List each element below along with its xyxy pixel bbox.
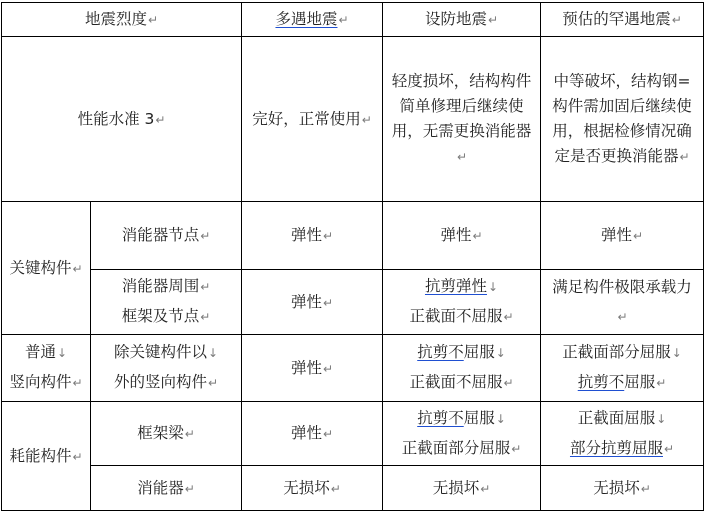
normal-label bbox=[2, 335, 91, 402]
energy-damper-rare bbox=[541, 466, 704, 511]
para-mark: ↵ bbox=[338, 13, 349, 27]
energy-beam-label bbox=[91, 402, 242, 466]
line-break-mark: ↓ bbox=[207, 346, 219, 360]
normal-fortify-l2-text: 正截面不屈服 bbox=[409, 373, 503, 391]
line-break-mark: ↓ bbox=[656, 411, 667, 426]
level-fortify bbox=[383, 37, 541, 202]
para-mark: ↵ bbox=[663, 441, 675, 456]
key-frame-row bbox=[2, 270, 704, 335]
normal-rare-line1 bbox=[541, 338, 703, 368]
normal-rare-line2 bbox=[541, 368, 703, 398]
key-node-rare-text: 弹性 bbox=[600, 226, 632, 244]
energy-beam-fortify-line2 bbox=[383, 434, 540, 464]
key-frame-label-l1-text: 消能器周围 bbox=[121, 277, 200, 295]
para-mark: ↵ bbox=[472, 229, 483, 243]
para-mark: ↵ bbox=[656, 376, 667, 390]
para-mark: ↵ bbox=[200, 310, 211, 324]
normal-fortify-line1 bbox=[383, 338, 540, 368]
para-mark: ↵ bbox=[322, 361, 334, 376]
normal-sub-line2 bbox=[91, 368, 241, 398]
energy-beam-frequent bbox=[242, 402, 383, 466]
para-mark: ↵ bbox=[361, 112, 372, 127]
energy-damper-frequent-text: 无损坏 bbox=[283, 478, 330, 497]
energy-damper-label bbox=[91, 466, 242, 511]
para-mark: ↵ bbox=[72, 449, 83, 464]
normal-fortify-l1-u-text: 抗剪不 bbox=[417, 343, 464, 361]
para-mark: ↵ bbox=[207, 376, 219, 390]
line-break-mark: ↓ bbox=[495, 346, 506, 360]
para-mark: ↵ bbox=[511, 441, 522, 456]
normal-label-l2-text: 竖向构件 bbox=[9, 373, 72, 391]
energy-beam-label-text: 框架梁 bbox=[137, 424, 184, 442]
header-frequent-text: 多遇地震 bbox=[275, 10, 338, 28]
key-frame-rare bbox=[541, 270, 704, 335]
para-mark: ↵ bbox=[200, 229, 211, 243]
energy-beam-fortify bbox=[383, 402, 541, 466]
header-rare-text: 预估的罕遇地震 bbox=[562, 10, 671, 28]
energy-beam-rare-line1 bbox=[541, 404, 703, 434]
key-label bbox=[2, 202, 91, 335]
energy-damper-label-text: 消能器 bbox=[137, 478, 184, 497]
normal-fortify-line2 bbox=[383, 368, 540, 398]
energy-beam-fortify-line1 bbox=[383, 404, 540, 434]
para-mark: ↵ bbox=[671, 13, 682, 27]
para-mark: ↵ bbox=[184, 481, 195, 496]
energy-damper-fortify-text: 无损坏 bbox=[432, 478, 480, 497]
energy-beam-rare-line2 bbox=[541, 434, 703, 464]
para-mark: ↵ bbox=[487, 13, 499, 27]
key-frame-label-line1 bbox=[91, 272, 241, 302]
normal-frequent-text: 弹性 bbox=[290, 358, 322, 377]
key-node-label-text: 消能器节点 bbox=[121, 226, 200, 244]
key-node-fortify-text: 弹性 bbox=[440, 226, 472, 244]
energy-beam-frequent-text: 弹性 bbox=[290, 424, 322, 442]
level-rare-text: 中等破坏，结构钢=构件需加固后继续使用，根据检修情况确定是否更换消能器 bbox=[552, 71, 692, 165]
header-fortify-text: 设防地震 bbox=[424, 10, 487, 28]
key-frame-fortify-l1-text: 抗剪弹性 bbox=[424, 277, 487, 295]
normal-rare-l2-rest-text: 屈服 bbox=[624, 373, 656, 391]
key-frame-rare-text: 满足构件极限承载力 bbox=[552, 277, 692, 296]
energy-beam-row bbox=[2, 402, 704, 466]
normal-sub-l1-text: 除关键构件以 bbox=[113, 343, 207, 361]
energy-damper-row bbox=[2, 466, 704, 511]
energy-beam-fortify-l2-text: 正截面部分屈服 bbox=[401, 438, 511, 457]
para-mark: ↵ bbox=[200, 280, 211, 294]
header-intensity bbox=[2, 3, 242, 37]
para-mark: ↵ bbox=[503, 376, 514, 390]
normal-frequent bbox=[242, 335, 383, 402]
energy-damper-rare-text: 无损坏 bbox=[593, 478, 640, 497]
level-row bbox=[2, 37, 704, 202]
energy-damper-frequent bbox=[242, 466, 383, 511]
header-row bbox=[2, 3, 704, 37]
key-frame-frequent-text: 弹性 bbox=[290, 292, 322, 311]
normal-label-line2 bbox=[2, 368, 90, 398]
level-frequent-text: 完好，正常使用 bbox=[252, 109, 361, 128]
normal-rare-l1-text: 正截面部分屈服 bbox=[562, 343, 671, 361]
para-mark: ↵ bbox=[679, 149, 690, 164]
normal-label-line1 bbox=[2, 338, 90, 368]
header-rare bbox=[541, 3, 704, 37]
para-mark: ↵ bbox=[72, 376, 83, 390]
normal-sub-l2-text: 外的竖向构件 bbox=[113, 373, 207, 391]
level-rare bbox=[541, 37, 704, 202]
normal-fortify-l1-rest-text: 屈服 bbox=[463, 343, 495, 361]
level-label-text: 性能水准 3 bbox=[77, 109, 155, 128]
level-label bbox=[2, 37, 242, 202]
key-node-frequent bbox=[242, 202, 383, 270]
para-mark: ↵ bbox=[322, 295, 334, 310]
key-frame-label bbox=[91, 270, 242, 335]
energy-beam-rare bbox=[541, 402, 704, 466]
para-mark: ↵ bbox=[456, 149, 468, 164]
performance-table bbox=[1, 2, 704, 511]
para-mark: ↵ bbox=[184, 427, 195, 441]
normal-label-l1-text: 普通 bbox=[24, 343, 56, 361]
level-fortify-text: 轻度损坏，结构构件简单修理后继续使用，无需更换消能器 bbox=[391, 71, 532, 140]
para-mark: ↵ bbox=[617, 309, 628, 324]
energy-beam-rare-l2-u-text: 部分抗剪屈服 bbox=[569, 438, 663, 457]
key-frame-label-line2 bbox=[91, 302, 241, 332]
energy-beam-fortify-l1-u-text: 抗剪不 bbox=[417, 408, 464, 427]
energy-label bbox=[2, 402, 91, 511]
key-frame-fortify-l2-text: 正截面不屈服 bbox=[409, 307, 503, 325]
line-break-mark: ↓ bbox=[56, 346, 68, 360]
key-frame-label-l2-text: 框架及节点 bbox=[121, 307, 200, 325]
key-node-frequent-text: 弹性 bbox=[290, 226, 322, 244]
key-node-rare bbox=[541, 202, 704, 270]
header-intensity-text: 地震烈度 bbox=[84, 10, 147, 28]
key-node-label bbox=[91, 202, 242, 270]
para-mark: ↵ bbox=[155, 112, 166, 127]
key-node-fortify bbox=[383, 202, 541, 270]
para-mark: ↵ bbox=[322, 427, 334, 441]
para-mark: ↵ bbox=[503, 310, 514, 324]
key-frame-fortify bbox=[383, 270, 541, 335]
normal-rare-l2-u-text: 抗剪不 bbox=[577, 373, 625, 391]
normal-rare bbox=[541, 335, 704, 402]
energy-beam-fortify-l1-rest-text: 屈服 bbox=[463, 408, 495, 427]
header-fortify bbox=[383, 3, 541, 37]
line-break-mark: ↓ bbox=[487, 280, 499, 294]
line-break-mark: ↓ bbox=[671, 346, 682, 360]
normal-sub-label bbox=[91, 335, 242, 402]
key-frame-fortify-line2 bbox=[383, 302, 540, 332]
key-label-text: 关键构件 bbox=[9, 258, 72, 277]
para-mark: ↵ bbox=[480, 481, 491, 496]
key-node-row bbox=[2, 202, 704, 270]
energy-label-text: 耗能构件 bbox=[9, 446, 72, 465]
normal-row bbox=[2, 335, 704, 402]
line-break-mark: ↓ bbox=[495, 411, 506, 426]
para-mark: ↵ bbox=[322, 229, 334, 243]
para-mark: ↵ bbox=[330, 481, 341, 496]
level-frequent bbox=[242, 37, 383, 202]
para-mark: ↵ bbox=[72, 261, 83, 276]
energy-damper-fortify bbox=[383, 466, 541, 511]
normal-sub-line1 bbox=[91, 338, 241, 368]
key-frame-frequent bbox=[242, 270, 383, 335]
energy-beam-rare-l1-text: 正截面屈服 bbox=[577, 408, 656, 427]
header-frequent bbox=[242, 3, 383, 37]
para-mark: ↵ bbox=[640, 481, 651, 496]
normal-fortify bbox=[383, 335, 541, 402]
para-mark: ↵ bbox=[147, 13, 159, 27]
key-frame-fortify-line1 bbox=[383, 272, 540, 302]
para-mark: ↵ bbox=[632, 229, 644, 243]
